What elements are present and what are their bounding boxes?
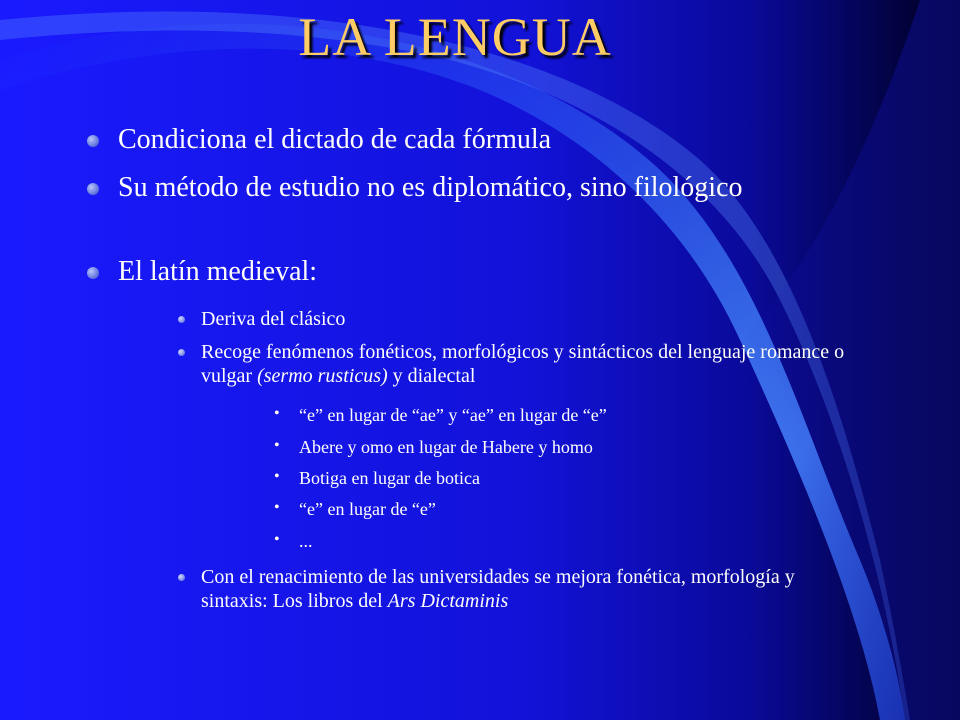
bullet-l3 [274,498,819,520]
bullet-text: Botiga en lugar de botica [299,468,480,488]
bullet-l2 [201,565,861,613]
bullet-dot-icon [87,183,99,195]
text-segment: Recoge fenómenos fonéticos, morfológicos y sintácticos del lenguaje romance o vulgar [201,341,845,387]
bullet-dot-icon: • [274,437,280,454]
bullet-text [201,341,844,387]
bullet-text [201,566,795,612]
bullet-l3 [274,467,819,489]
bullet-text: Abere y omo en lugar de Habere y homo [299,437,593,457]
bullet-l1 [118,256,838,288]
bullet-text: “e” en lugar de “ae” y “ae” en lugar de “e” [299,405,607,425]
bullet-l2 [201,307,861,331]
bullet-text: El latín medieval: [118,256,318,287]
bullet-l3 [274,404,819,426]
bullet-dot-icon [178,349,185,356]
bullet-dot-icon [87,135,99,147]
bullet-dot-icon [87,267,99,279]
bullet-text: Deriva del clásico [201,308,346,330]
bullet-text: Su método de estudio no es diplomático, sino filológico [118,172,743,203]
slide-title: LA LENGUA [298,7,612,67]
bullet-text: ... [299,531,313,551]
italic-term: Ars Dictaminis [387,590,509,612]
bullet-dot-icon: • [274,468,280,485]
bullet-dot-icon: • [274,405,280,422]
bullet-text: Condiciona el dictado de cada fórmula [118,124,552,155]
bullet-l3 [274,530,819,552]
bullet-dot-icon [178,316,185,323]
bullet-l1 [118,124,838,156]
bullet-text: “e” en lugar de “e” [299,499,436,519]
bullet-dot-icon [178,574,185,581]
text-segment: Con el renacimiento de las universidades se mejora fonética, morfología y sintaxis: Los libros del [201,566,795,612]
bullet-l1 [118,172,838,204]
bullet-l3 [274,436,819,458]
bullet-dot-icon: • [274,531,280,548]
bullet-l2 [201,340,861,388]
bullet-dot-icon: • [274,499,280,516]
text-segment: y dialectal [387,365,476,387]
italic-term: (sermo rusticus) [257,365,388,387]
